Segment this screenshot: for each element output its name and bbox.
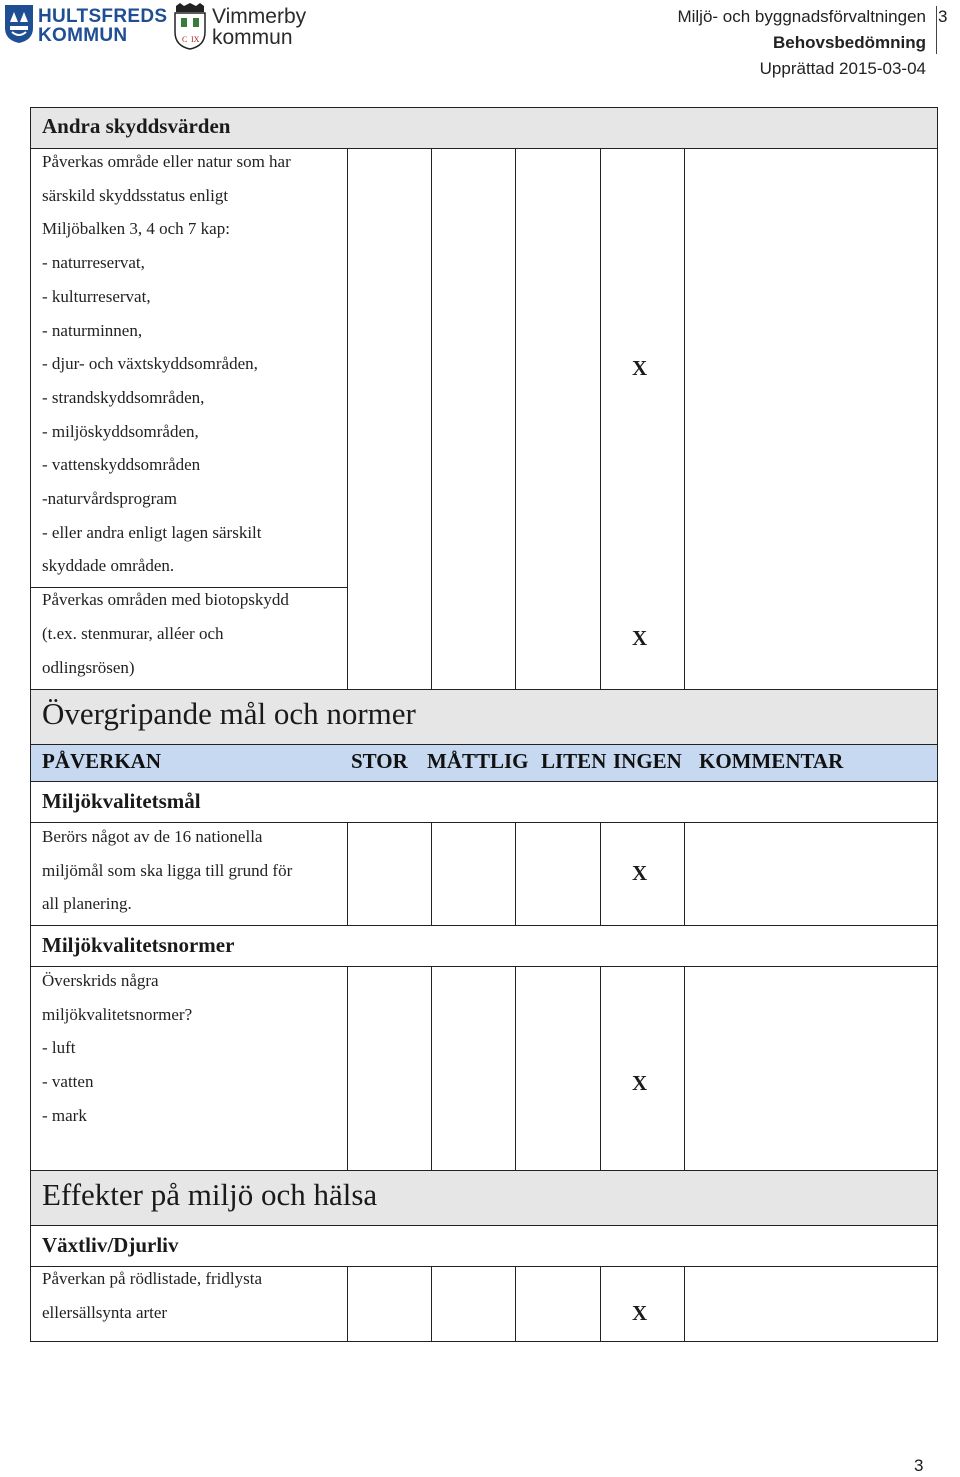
section-heading-row [30,107,938,149]
question-text [42,1262,262,1329]
column-divider [515,967,516,1170]
question-line: Påverkan på rödlistade, fridlysta [42,1269,262,1288]
question-line: - luft [42,1038,76,1058]
logo-line2: kommun [212,26,293,49]
svg-text:IX: IX [191,35,200,44]
question-line: miljökvalitetsnormer? [42,1004,193,1024]
question-line: Påverkas områden med biotopskydd [42,590,289,610]
column-header-ingen: INGEN [613,749,682,773]
question-line: all planering. [42,894,132,914]
column-divider [431,149,432,689]
question-row [30,148,938,690]
question-line: miljömål som ska ligga till grund för [42,860,293,880]
subheading-row [30,925,938,967]
subheading: Miljökvalitetsnormer [42,933,235,957]
logo-line1: Vimmerby [212,5,307,28]
question-line: Miljöbalken 3, 4 och 7 kap: [42,219,230,239]
question-line: Berörs något av de 16 nationella [42,827,263,846]
column-divider [347,149,348,689]
column-header-mattlig: MÅTTLIG [427,749,529,773]
ingen-mark: X [632,1071,648,1095]
svg-text:C: C [182,35,188,44]
hultsfred-shield-icon [4,4,34,44]
section-title: Andra skyddsvärden [42,114,231,138]
column-divider [515,149,516,689]
question-row [30,1266,938,1342]
question-line: skyddade områden. [42,556,175,576]
subheading-row [30,781,938,823]
question-line: Påverkas område eller natur som har [42,152,291,171]
ingen-mark: X [632,1301,648,1325]
row-divider [31,587,347,588]
column-divider [347,1267,348,1341]
question-line: - naturreservat, [42,253,145,273]
column-divider [515,823,516,925]
column-header-kommentar: KOMMENTAR [699,749,844,773]
column-header-stor: STOR [351,749,408,773]
ingen-mark: X [632,861,648,885]
column-divider [600,149,601,689]
question-row [30,966,938,1171]
question-text [42,145,291,684]
question-line: - naturminnen, [42,320,143,340]
question-line: (t.ex. stenmurar, alléer och [42,623,224,643]
column-divider [347,967,348,1170]
logo-line2: KOMMUN [38,25,128,46]
column-divider [600,1267,601,1341]
section-title: Övergripande mål och normer [42,696,416,731]
column-divider [347,823,348,925]
document-title: Behovsbedömning [772,33,926,52]
question-line: - vattenskyddsområden [42,455,201,475]
column-divider [515,1267,516,1341]
subheading: Miljökvalitetsmål [42,789,201,813]
question-row [30,822,938,926]
ingen-mark: X [632,626,648,650]
column-divider [684,823,685,925]
column-header-liten: LITEN [541,749,607,773]
section-title: Effekter på miljö och hälsa [42,1177,378,1212]
question-line: odlingsrösen) [42,657,135,677]
question-line: - kulturreservat, [42,286,151,306]
vimmerby-crest-icon [172,2,208,50]
column-divider [431,967,432,1170]
column-divider [600,967,601,1170]
question-line: - mark [42,1105,87,1125]
page-header [0,0,960,90]
subheading-row [30,1225,938,1267]
document-date: Upprättad 2015-03-04 [759,59,926,78]
ingen-mark: X [632,356,648,380]
header-divider [936,6,937,54]
question-text [42,964,192,1133]
question-line: ellersällsynta arter [42,1302,168,1322]
header-page-number: 3 [938,7,948,26]
column-divider [600,823,601,925]
question-line: - vatten [42,1072,94,1092]
section-heading-row [30,689,938,745]
logo-line1: HULTSFREDS [38,6,168,27]
header-info [677,4,926,82]
organization: Miljö- och byggnadsförvaltningen [677,7,926,26]
column-divider [684,1267,685,1341]
hultsfred-logo [4,4,168,52]
question-line: - eller andra enligt lagen särskilt [42,522,262,542]
section-heading-row [30,1170,938,1226]
question-line: - strandskyddsområden, [42,387,205,407]
question-line: särskild skyddsstatus enligt [42,185,229,205]
question-line: Överskrids några [42,971,159,990]
question-line: - djur- och växtskyddsområden, [42,354,258,374]
question-line: - miljöskyddsområden, [42,421,199,441]
column-divider [431,1267,432,1341]
subheading: Växtliv/Djurliv [42,1233,179,1257]
question-text [42,820,292,921]
column-divider [684,967,685,1170]
column-header-row [30,744,938,782]
column-divider [431,823,432,925]
footer-page-number: 3 [914,1456,924,1475]
column-divider [684,149,685,689]
question-line: -naturvårdsprogram [42,489,178,509]
vimmerby-logo [172,2,322,54]
column-header-paverkan: PÅVERKAN [42,749,161,773]
